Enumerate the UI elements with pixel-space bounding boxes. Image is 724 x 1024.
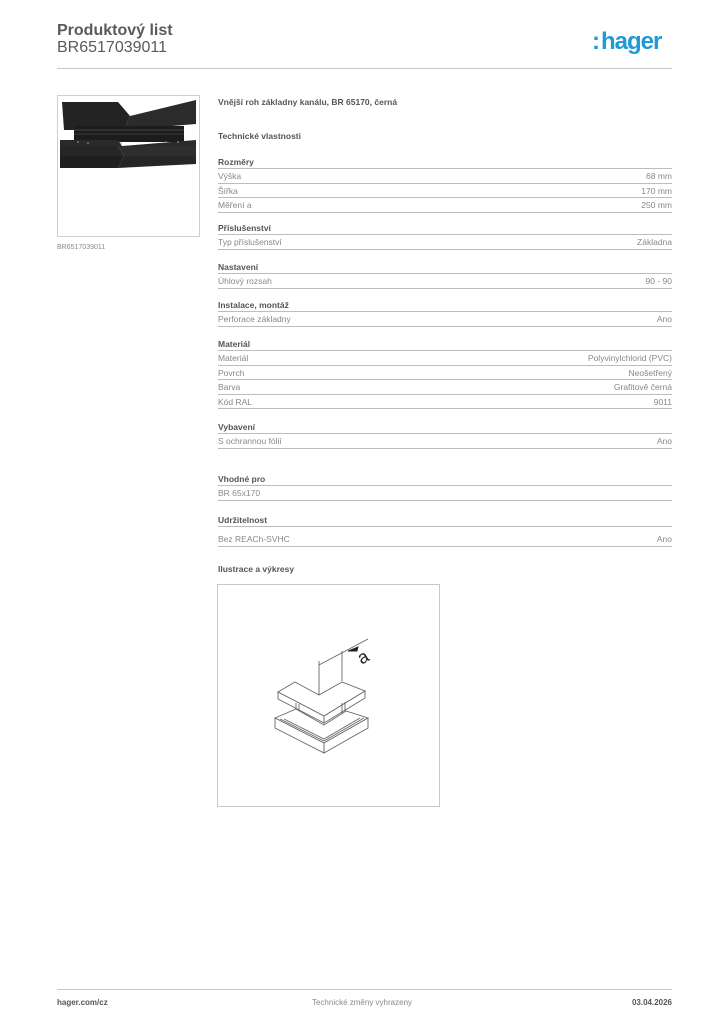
spec-value: Ano <box>656 314 672 324</box>
spec-label: BR 65x170 <box>218 488 261 498</box>
section-accessories <box>218 222 672 250</box>
spec-label: Barva <box>218 382 241 392</box>
footer-website-link[interactable]: hager.com/cz <box>57 998 108 1007</box>
spec-value: 250 mm <box>641 200 672 210</box>
technical-drawing <box>217 584 440 807</box>
section-equipment <box>218 421 672 449</box>
section-title: Rozměry <box>218 156 672 169</box>
spec-row <box>218 235 672 250</box>
page-title: Produktový list <box>57 22 173 39</box>
section-sustainability <box>218 514 672 547</box>
spec-label: Měření a <box>218 200 252 210</box>
section-dimensions <box>218 156 672 213</box>
spec-row <box>218 395 672 410</box>
tech-heading: Technické vlastnosti <box>218 131 301 141</box>
product-description <box>218 96 672 142</box>
spec-row <box>218 198 672 213</box>
svg-text:a: a <box>353 645 373 669</box>
footer-divider <box>57 989 672 990</box>
section-title: Nastavení <box>218 261 672 274</box>
corner-drawing-icon <box>218 585 439 806</box>
spec-row <box>218 434 672 449</box>
product-photo <box>57 95 200 237</box>
spec-row <box>218 366 672 381</box>
spec-label: Úhlový rozsah <box>218 276 272 286</box>
spec-row <box>218 380 672 395</box>
spec-value: Neošetřený <box>628 367 672 378</box>
spec-row <box>218 274 672 289</box>
spec-value: Základna <box>637 237 672 247</box>
section-settings <box>218 261 672 289</box>
spec-row <box>218 184 672 199</box>
logo-text: hager <box>601 28 662 55</box>
section-title: Vhodné pro <box>218 473 672 486</box>
spec-row <box>218 351 672 366</box>
section-title: Příslušenství <box>218 222 672 235</box>
section-title: Udržitelnost <box>218 514 672 527</box>
section-title: Instalace, montáž <box>218 299 672 312</box>
spec-value: 170 mm <box>641 185 672 196</box>
spec-label: Kód RAL <box>218 396 253 407</box>
illustration-title: Ilustrace a výkresy <box>218 564 295 574</box>
spec-row <box>218 486 672 501</box>
product-name: Vnější roh základny kanálu, BR 65170, černá <box>218 97 398 107</box>
spec-label: Bez REACh-SVHC <box>218 534 290 544</box>
logo-colon: : <box>592 28 600 55</box>
section-suitable-for <box>218 473 672 501</box>
spec-label: Perforace základny <box>218 314 291 324</box>
section-title: Vybavení <box>218 421 672 434</box>
section-title: Materiál <box>218 338 672 351</box>
spec-value: Grafitově černá <box>613 382 672 392</box>
section-installation <box>218 299 672 327</box>
spec-row <box>218 532 672 547</box>
spec-value: 9011 <box>653 396 672 407</box>
spec-label: S ochrannou fólií <box>218 436 282 446</box>
section-material <box>218 338 672 409</box>
photo-caption: BR6517039011 <box>57 244 106 251</box>
spec-label: Materiál <box>218 353 249 363</box>
spec-row <box>218 169 672 184</box>
spec-label: Šířka <box>218 185 238 196</box>
spec-row <box>218 312 672 327</box>
spec-value: Ano <box>656 534 672 544</box>
spec-value: 68 mm <box>646 171 672 181</box>
footer-disclaimer: Technické změny vyhrazeny <box>311 998 413 1007</box>
spec-label: Výška <box>218 171 242 181</box>
spec-value: Ano <box>656 436 672 446</box>
spec-label: Typ příslušenství <box>218 237 282 247</box>
product-photo-icon <box>58 96 199 236</box>
footer-date: 03.04.2026 <box>631 998 672 1007</box>
header-divider <box>57 68 672 69</box>
product-code: BR6517039011 <box>57 39 168 56</box>
spec-value: 90 - 90 <box>645 276 672 286</box>
spec-label: Povrch <box>218 367 245 378</box>
spec-value: Polyvinylchlorid (PVC) <box>587 353 672 363</box>
hager-logo <box>592 28 661 56</box>
